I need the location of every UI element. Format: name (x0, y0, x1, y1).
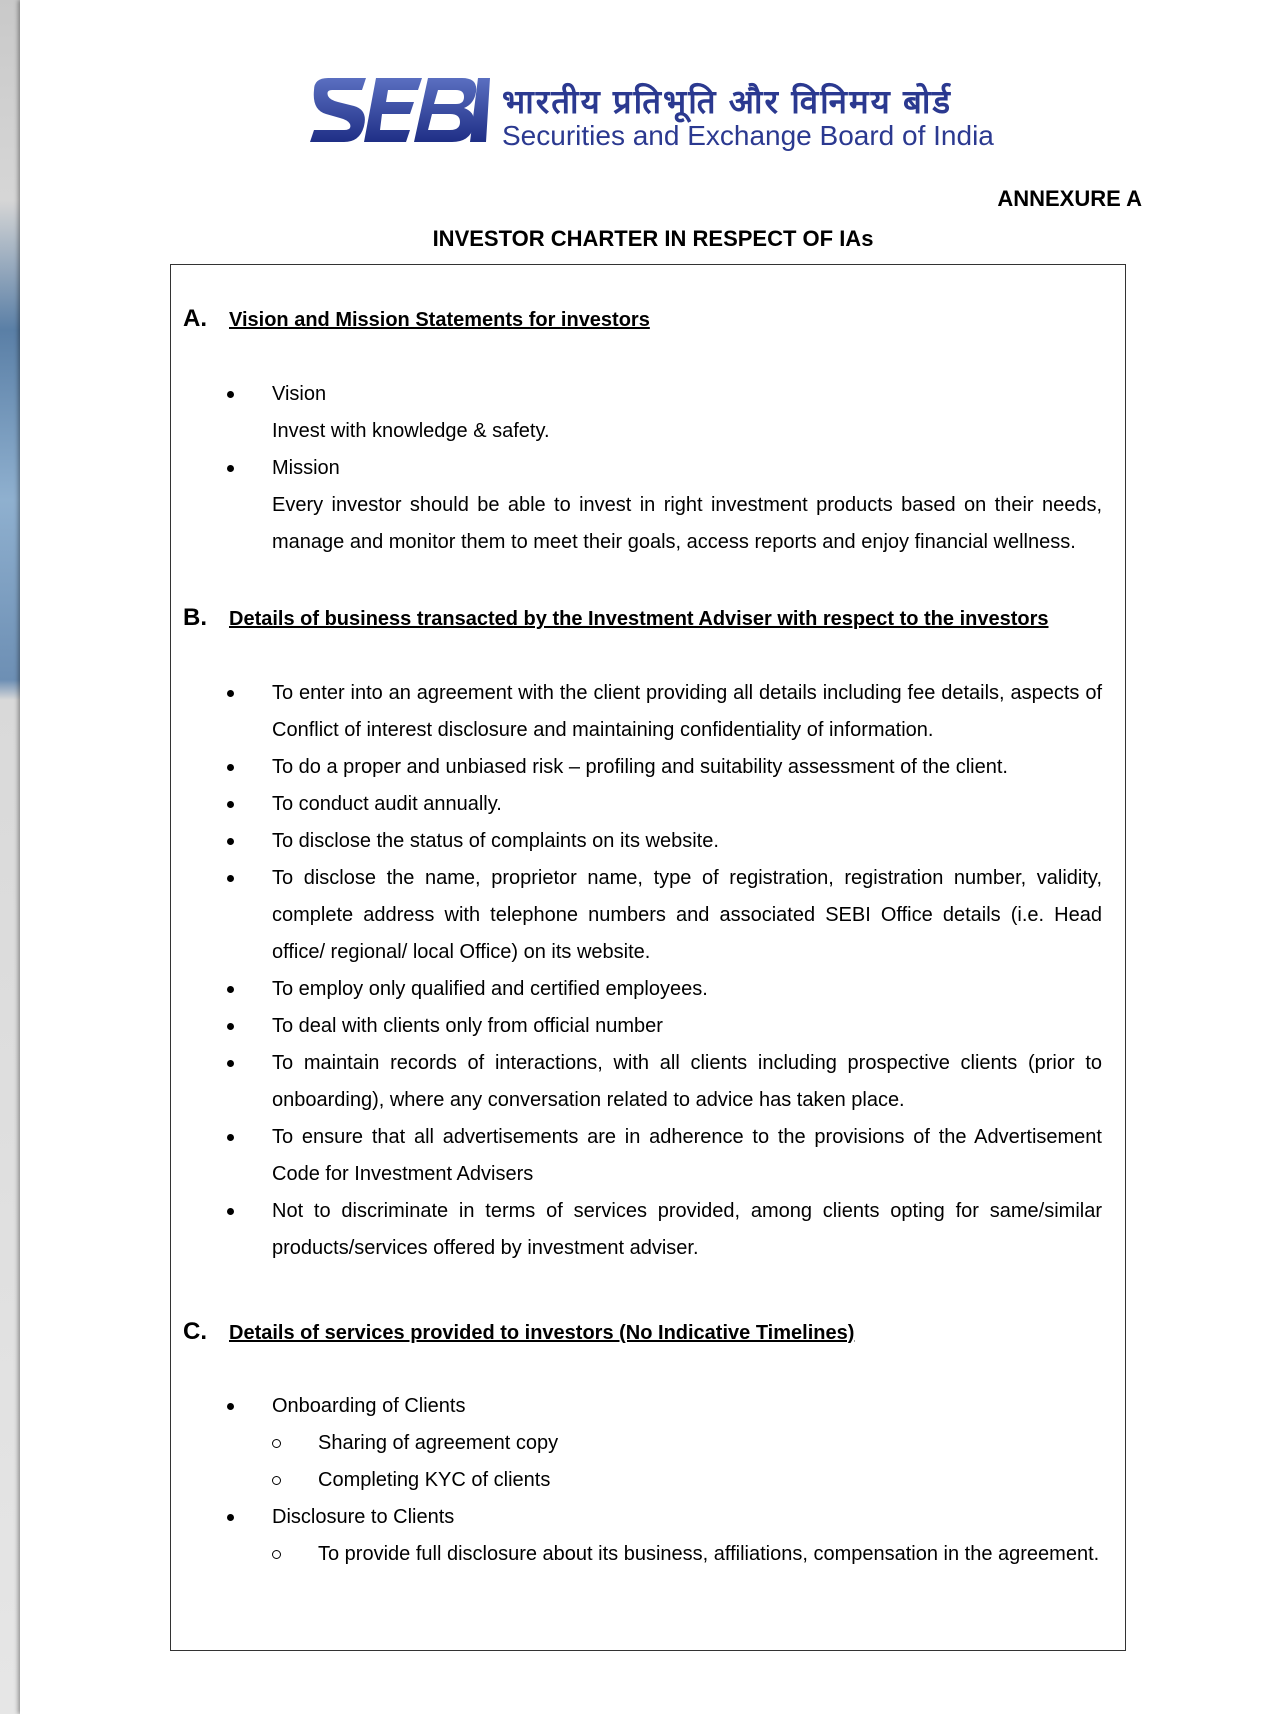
sub-list-item-text: Completing KYC of clients (318, 1469, 551, 1491)
list-item-heading: Disclosure to Clients (272, 1506, 455, 1528)
list-item-text: To conduct audit annually. (272, 793, 502, 815)
sebi-logo-mark (310, 72, 490, 152)
circle-bullet-icon (272, 1439, 281, 1448)
list-item-text: To disclose the name, proprietor name, type of registration, registration number, validity, complete address with telephone numbers and associated SEBI Office details (i.e. Head office/ regional/ local Office) on its website. (272, 867, 1102, 963)
circle-bullet-icon (272, 1476, 281, 1485)
section-b-list (226, 675, 1102, 1267)
list-item-text: To disclose the status of complaints on its website. (272, 830, 719, 852)
list-item (226, 1008, 1102, 1045)
sub-list-item (272, 1536, 1102, 1573)
list-item (226, 675, 1102, 749)
list-item (226, 823, 1102, 860)
list-item (226, 749, 1102, 786)
list-item (226, 1193, 1102, 1267)
list-item (226, 1045, 1102, 1119)
section-c-list (226, 1388, 1102, 1573)
list-item-text: To do a proper and unbiased risk – profiling and suitability assessment of the client. (272, 756, 1008, 778)
list-item (226, 1388, 1102, 1425)
charter-box (170, 264, 1126, 1651)
list-item-heading: Onboarding of Clients (272, 1395, 466, 1417)
section-b-title: Details of business transacted by the Investment Adviser with respect to the investors (229, 608, 1049, 630)
list-item (226, 450, 1102, 561)
sub-list-item-text: Sharing of agreement copy (318, 1432, 559, 1454)
list-item-text: To deal with clients only from official number (272, 1015, 663, 1037)
list-item-text: To maintain records of interactions, with all clients including prospective clients (prior to onboarding), where any conversation related to advice has taken place. (272, 1052, 1102, 1111)
sebi-logo (310, 70, 1030, 156)
list-item-text: To enter into an agreement with the client providing all details including fee details, aspects of Conflict of interest disclosure and maintaining confidentiality of information. (272, 682, 1102, 741)
list-item (226, 860, 1102, 971)
circle-bullet-icon (272, 1550, 281, 1559)
sub-list-item (272, 1425, 1102, 1462)
section-c-title: Details of services provided to investors (No Indicative Timelines) (229, 1322, 855, 1344)
logo-hindi-name: भारतीय प्रतिभूति और विनिमय बोर्ड (502, 83, 953, 120)
list-item-heading: Mission (272, 457, 340, 479)
list-item (226, 786, 1102, 823)
annexure-label: ANNEXURE A (997, 186, 1142, 211)
list-item-text: Invest with knowledge & safety. (272, 420, 550, 442)
section-a-list (226, 376, 1102, 561)
logo-english-name: Securities and Exchange Board of India (502, 120, 994, 151)
list-item-text: To ensure that all advertisements are in adherence to the provisions of the Advertisement Code for Investment Advisers (272, 1126, 1102, 1185)
section-a-title: Vision and Mission Statements for investors (229, 309, 650, 331)
list-item (226, 1119, 1102, 1193)
page-title: INVESTOR CHARTER IN RESPECT OF IAs (432, 226, 874, 251)
document-page (20, 0, 1286, 1714)
list-item-text: Not to discriminate in terms of services provided, among clients opting for same/similar products/services offered by investment adviser. (272, 1200, 1102, 1259)
sub-list-item-text: To provide full disclosure about its business, affiliations, compensation in the agreement. (318, 1543, 1100, 1565)
list-item-heading: Vision (272, 383, 327, 405)
section-c-letter: C. (183, 1318, 207, 1345)
section-a-letter: A. (183, 305, 207, 332)
list-item-text: Every investor should be able to invest in right investment products based on their needs, manage and monitor them to meet their goals, access reports and enjoy financial wellness. (272, 494, 1102, 553)
list-item (226, 971, 1102, 1008)
section-b-letter: B. (183, 604, 207, 631)
sub-list-item (272, 1462, 1102, 1499)
list-item-text: To employ only qualified and certified employees. (272, 978, 708, 1000)
list-item (226, 376, 1102, 450)
list-item (226, 1499, 1102, 1536)
